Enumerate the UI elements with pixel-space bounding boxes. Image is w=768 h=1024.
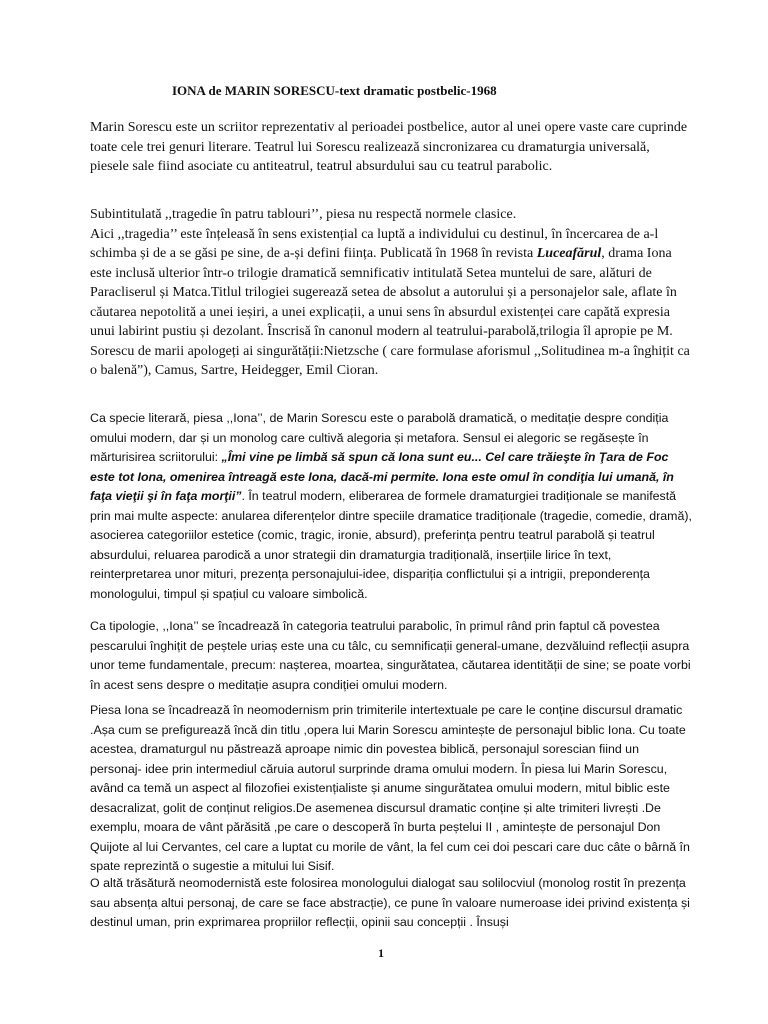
paragraph-literary-species [90,409,692,604]
text-run: Luceafărul [536,246,602,261]
text-run: O altă trăsătură neomodernistă este folosirea [90,876,342,890]
text-run: o parabolă dramatică [396,411,514,425]
text-run: este inclusă ulterior într-o trilogie dramatică semnificativ intitulată [90,265,467,281]
document-title: IONA de MARIN SORESCU-text dramatic postbelic-1968 [172,83,497,98]
text-run: Subintitulată ,,tragedie în patru tablouri’’, piesa nu respectă normele clasice. [90,207,517,222]
text-run: , alături de Paracliserul și Matca.Titlul trilogiei sugerează setea de absolut a autorului și a personajelor sale, aflate în căutarea nepotolită a unei ieșiri, a unei explicații, a unui sens în absurdul existenței care capătă expresia unui labirint pustiu și dezolant. Înscrisă în canonul modern al teatrului-parabolă,trilogia îl apropie pe M. Sorescu de marii apologeți ai singurătății:Nietzsche ( care formulase aforismul ,,Solitudinea m-a înghițit ca o balenă”), Camus, Sartre, Heidegger, Emil Cioran. [90,265,690,378]
text-run: 1968 [450,246,479,261]
text-run: Ca tipologie, ,,Iona’’ se încadrează în categoria teatrului parabolic, în primul rând prin faptul că povestea pescarului înghițit de peștele uriaș este una cu tâlc, cu semnificații general-umane, dezvăluind reflecții asupra unor teme fundamentale, precum: nașterea, moartea, singurătatea, căutarea identității de sine; se poate vorbi în acest sens despre o meditație asupra condiției omului modern. [90,619,691,692]
text-run: Piesa Iona se încadrează în [90,703,248,717]
text-run: sau [455,876,482,890]
text-run: Marin Sorescu [90,120,173,135]
text-run: Ca specie literară, piesa ,,Iona’’, de Marin Sorescu este [90,411,397,425]
paragraph-subtitle [90,205,692,381]
text-run: neomodernism [247,703,330,717]
text-run: solilocviul [481,876,535,890]
text-run: trimiterile intertextuale [356,703,478,717]
text-run: , dar și un monolog care cultivă alegoria și metafora. Sensul ei alegoric se regăsește în mărturisirea scriitorului: [90,430,649,464]
paragraph-neomodernism [90,701,692,877]
text-run: Iona [646,246,672,261]
text-run: pe care le conține discursul dramatic .Așa cum se prefigurează încă din titlu ,opera lui Marin Sorescu amintește de personajul biblic Iona. Cu toate acestea, dramaturgul nu păstrează aproape nimic din povestea biblică, personajul sorescian fiind un personaj- idee prin intermediul căruia autorul surprinde drama omului modern. În piesa lui Marin Sorescu, având ca temă un aspect al filozofiei existențialiste și anume [90,703,686,795]
text-run: , mitul biblic este desacralizat, golit de conținut religios.De asemenea discursul dramatic conține și alte trimiteri livrești .De exemplu, moara de vânt părăsită ,pe care o descoperă în burta peștelui II , amintește de personajul Don Quijote al lui Cervantes, cel care a luptat cu morile de vânt, la fel cum cei doi pescari care duc câte o bârnă în spate reprezintă o sugestie a mitului lui Sisif. [90,781,690,873]
text-run: este un scriitor reprezentativ al perioadei postbelice, autor al unei opere vaste care cuprinde toate cele trei genuri literare. Teatrul lui Sorescu realizează sincronizarea cu dramaturgia universală, piesele sale fiind asociate cu antiteatrul, teatrul absurdului sau cu teatrul parabolic. [90,120,688,174]
text-run: . În teatrul modern, eliberarea de formele dramaturgiei tradiționale se manifestă prin mai multe aspecte: anularea diferențelor dintre speciile dramatice tradiționale (tragedie, comedie, dramă), asocierea categoriilor estetice (comic, tragic, ironie, absurd), preferința pentru teatrul parabolă și teatrul absurdului, reluarea parodică a unor strategii din dramaturgia tradițională, inserțiile lirice în text, reinterpretarea unor mituri, prezența personajului-idee, dispariția conflictului și a intrigii, preponderența monologului, timpul și spațiul cu valoare simbolică. [90,489,692,601]
text-run: Setea muntelui de sare [466,265,593,281]
text-run: prin [329,703,357,717]
text-run: , drama [601,246,647,261]
paragraph-monologue [90,874,692,933]
text-run: , o [513,411,531,425]
paragraph-typology [90,617,692,695]
text-run: în revista [478,246,537,261]
text-run: singurătatea omului modern [424,781,579,795]
page-number: 1 [378,946,384,960]
text-run: meditație despre condiția omului modern [90,411,669,445]
text-run: Aici ,,tragedia’’ este înțeleasă în sens existențial ca luptă a individului cu destinul, în încercarea de a-l schimba și de a se găsi pe sine, de a-și defini ființa. Publicată în [90,226,659,261]
text-run: monologului dialogat [341,876,456,890]
paragraph-intro [90,118,692,177]
text-run: (monolog rostit în prezența sau absența altui personaj, de care se face abstracție), ce pune în valoare numeroase idei privind existența și destinul uman, prin exprimarea propriilor reflecții, opinii sau concepții . Însuși [90,876,690,929]
text-run: „Îmi vine pe limbă să spun că Iona sunt eu... Cel care trăieşte în Ţara de Foc este tot Iona, omenirea întreagă este Iona, dacă-mi permite. Iona este omul în condiţia lui umană, în faţa vieţii şi în faţa morţii” [90,450,674,503]
